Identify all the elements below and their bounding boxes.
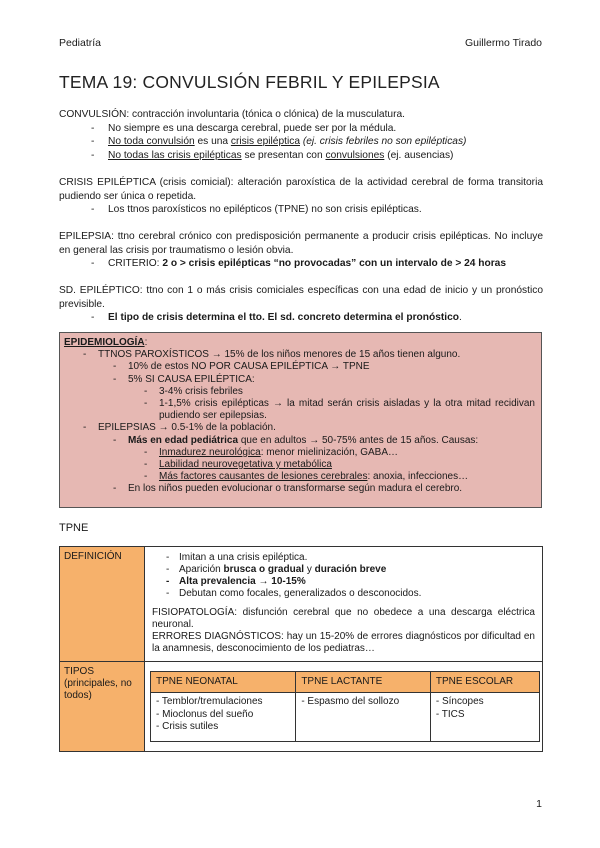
epilepsia-definition: EPILEPSIA: ttno cerebral crónico con predisposición permanente a producir crisis epilépticas. No incluye en general las crisis por traumatismo o lesión obvia.: [59, 231, 543, 256]
text-fragment: es una: [194, 136, 231, 147]
list-item: [59, 135, 543, 149]
sd-section: [59, 284, 543, 325]
list-item: [59, 311, 543, 325]
epidemiologia-box: [59, 332, 542, 508]
epidemiologia-heading: EPIDEMIOLOGÍA: [64, 337, 145, 348]
list-item: - Espasmo del sollozo: [301, 696, 400, 707]
crisis-section: [59, 176, 543, 217]
list-item: - Mioclonus del sueño: [156, 708, 254, 720]
header-author: Guillermo Tirado: [464, 37, 542, 49]
text-fragment: que en adultos → 50-75% antes de 15 años. Causas:: [238, 434, 479, 446]
underlined-term: No toda convulsión: [108, 136, 195, 147]
list-item: - 10% de estos NO POR CAUSA EPILÉPTICA → TPNE: [64, 361, 535, 373]
list-item: [59, 149, 543, 163]
list-item: - 5% SI CAUSA EPILÉPTICA:: [64, 374, 535, 386]
epilepsia-section: [59, 230, 543, 271]
convulsion-section: [59, 108, 543, 162]
sd-definition: SD. EPILÉPTICO: ttno con 1 o más crisis comiciales específicas con una edad de inicio y un pronóstico previsible.: [59, 285, 543, 310]
definicion-label: DEFINICIÓN: [60, 547, 145, 662]
list-item: - Debutan como focales, generalizados o desconocidos.: [152, 588, 535, 600]
tpne-types-table: [150, 671, 540, 742]
text-fragment: :: [144, 337, 148, 348]
sd-key-point: El tipo de crisis determina el tto. El sd. concreto determina el pronóstico: [108, 312, 459, 323]
tipos-label: TIPOS (principales, no todos): [60, 662, 145, 752]
escolar-cell: [430, 693, 539, 742]
bold-term: Más en edad pediátrica: [128, 434, 239, 446]
text-fragment: (ej. ausencias): [384, 149, 454, 161]
criterion-text: 2 o > crisis epilépticas “no provocadas” con un intervalo de > 24 horas: [162, 258, 507, 269]
lactante-cell: [296, 693, 431, 742]
crisis-definition: CRISIS EPILÉPTICA (crisis comicial): alteración paroxística de la actividad cerebral de forma transitoria pudiendo ser única o repetida.: [59, 177, 543, 202]
underlined-term: crisis epiléptica: [230, 136, 300, 147]
tpne-table: [59, 546, 543, 752]
underlined-term: No todas las crisis epilépticas: [108, 149, 242, 161]
bold-term: duración breve: [314, 564, 387, 575]
table-row: [151, 693, 540, 742]
list-item: - TTNOS PAROXÍSTICOS → 15% de los niños menores de 15 años tienen alguno.: [64, 349, 535, 361]
underlined-term: Labilidad neurovegetativa y metabólica: [159, 459, 332, 471]
underlined-term: convulsiones: [325, 149, 385, 161]
text-fragment: y: [304, 564, 315, 575]
list-item: - Temblor/tremulaciones: [156, 696, 263, 707]
list-item: [64, 459, 535, 471]
text-fragment: : anoxia, infecciones…: [367, 471, 469, 483]
list-item: - Crisis sutiles: [156, 721, 219, 732]
table-header-row: [151, 672, 540, 693]
list-item: - 3-4% crisis febriles: [64, 386, 535, 398]
text-fragment: Aparición: [179, 564, 224, 575]
list-item: [64, 435, 535, 447]
header-subject: Pediatría: [59, 37, 102, 49]
column-header: TPNE LACTANTE: [296, 672, 431, 693]
neonatal-cell: [151, 693, 296, 742]
underlined-term: Más factores causantes de lesiones cerebrales: [159, 471, 368, 483]
page-title: TEMA 19: CONVULSIÓN FEBRIL Y EPILEPSIA: [59, 72, 440, 92]
table-row: [60, 547, 543, 662]
fisiopatologia-text: FISIOPATOLOGÍA: disfunción cerebral que no obedece a una descarga eléctrica neuronal.: [152, 607, 535, 630]
page-number: 1: [536, 798, 542, 810]
list-item: [64, 447, 535, 459]
list-item: [64, 471, 535, 483]
list-item: - EPILEPSIAS → 0.5-1% de la población.: [64, 422, 535, 434]
list-item: - No siempre es una descarga cerebral, puede ser por la médula.: [59, 122, 543, 136]
list-item: - 1-1,5% crisis epilépticas → la mitad serán crisis aisladas y la otra mitad recidivan pudiendo ser epilepsias.: [64, 398, 535, 422]
list-item: - Los ttnos paroxísticos no epilépticos (TPNE) no son crisis epilépticas.: [59, 203, 543, 217]
example-note: (ej. crisis febriles no son epilépticas): [299, 136, 467, 147]
errores-text: ERRORES DIAGNÓSTICOS: hay un 15-20% de errores diagnósticos por dificultad en la anamnesis, desconocimiento de los pediatras…: [152, 631, 535, 654]
list-item: - Imitan a una crisis epiléptica.: [152, 552, 535, 564]
tipos-cell: [145, 662, 543, 752]
convulsion-definition: CONVULSIÓN: contracción involuntaria (tónica o clónica) de la musculatura.: [59, 109, 405, 120]
column-header: TPNE ESCOLAR: [430, 672, 539, 693]
underlined-term: Inmadurez neurológica: [159, 446, 261, 458]
text-fragment: : menor mielinización, GABA…: [260, 446, 399, 458]
column-header: TPNE NEONATAL: [151, 672, 296, 693]
bold-term: brusca o gradual: [223, 564, 305, 575]
list-item: - En los niños pueden evolucionar o transformarse según madura el cerebro.: [64, 483, 535, 495]
criterion-label: CRITERIO:: [108, 258, 163, 269]
table-row: [60, 662, 543, 752]
list-item: [59, 257, 543, 271]
definicion-cell: [145, 547, 543, 662]
list-item: - TICS: [435, 708, 465, 720]
list-item: - Síncopes: [435, 696, 484, 707]
list-item: [152, 564, 535, 576]
tpne-heading: TPNE: [59, 522, 89, 534]
list-item: - Alta prevalencia → 10-15%: [152, 576, 535, 588]
text-fragment: .: [458, 312, 462, 323]
text-fragment: se presentan con: [241, 149, 326, 161]
